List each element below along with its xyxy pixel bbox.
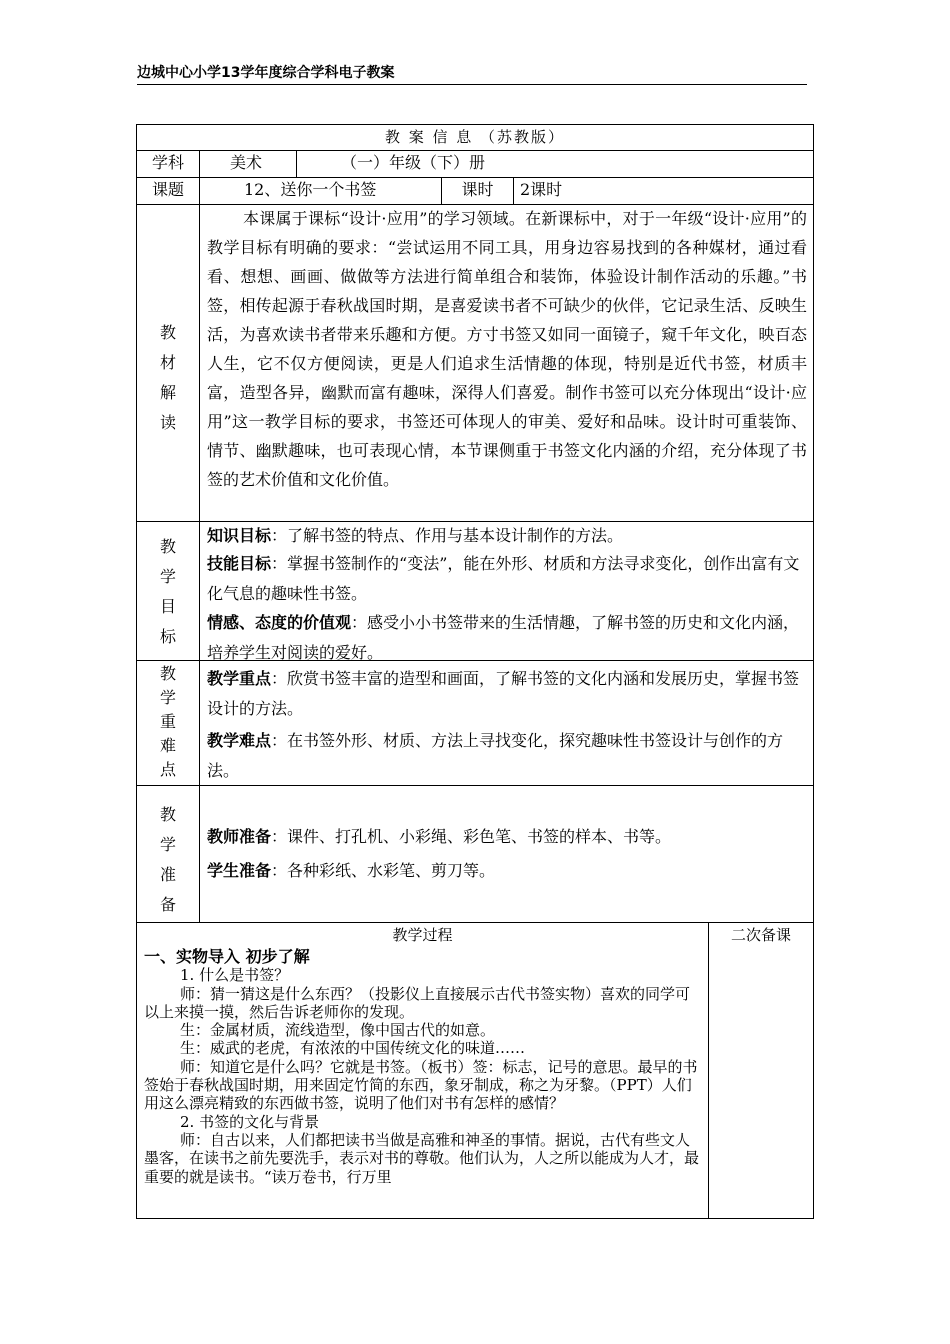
- process-paragraph: 师：知道它是什么吗？它就是书签。（板书）签：标志，记号的意思。最早的书签始于春秋战国时期，用来固定竹简的东西，象牙制成，称之为牙黎。（PPT）人们用这么漂亮精致的东西做书签，说明了他们对书有怎样的感情？: [144, 1057, 698, 1113]
- subject-value: 美术: [230, 153, 263, 172]
- knowledge-objective: 知识目标：了解书签的特点、作用与基本设计制作的方法。: [207, 526, 624, 545]
- process-paragraph: 1. 什么是书签？: [180, 966, 290, 985]
- teacher-preparation: 教师准备：课件、打孔机、小彩绳、彩色笔、书签的样本、书等。: [207, 827, 672, 846]
- key-point: 教学重点：欣赏书签丰富的造型和画面，了解书签的文化内涵和发展历史，掌握书签设计的方法。: [207, 669, 800, 718]
- emotion-objective: 情感、态度的价值观：感受小小书签带来的生活情趣，了解书签的历史和文化内涵，培养学生对阅读的爱好。: [207, 613, 800, 662]
- grade-value: （一）年级（下）册: [341, 153, 486, 172]
- process-paragraph: 师：猜一猜这是什么东西？（投影仪上直接展示古代书签实物）喜欢的同学可以上来摸一摸，然后告诉老师你的发现。: [144, 984, 691, 1021]
- objectives-label: 教 学 目 标: [159, 537, 176, 646]
- hours-value: 2课时: [520, 180, 563, 199]
- topic-label: 课题: [151, 180, 184, 199]
- difficult-point: 教学难点：在书签外形、材质、方法上寻找变化，探究趣味性书签设计与创作的方法。: [207, 731, 784, 780]
- textbook-text: 本课属于课标“设计·应用”的学习领域。在新课标中，对于一年级“设计·应用”的教学目标有明确的要求：“尝试运用不同工具，用身边容易找到的各种媒材，通过看看、想想、画画、做做等方法进行简单组合和装饰，体验设计制作活动的乐趣。”书签，相传起源于春秋战国时期，是喜爱读书者不可缺少的伙伴，它记录生活、反映生活，为喜欢读书者带来乐趣和方便。方寸书签又如同一面镜子，窥千年文化，映百态人生，它不仅方便阅读，更是人们追求生活情趣的体现，特别是近代书签，材质丰富，造型各异，幽默而富有趣味，深得人们喜爱。制作书签可以充分体现出“设计·应用”这一教学目标的要求，书签还可体现人的审美、爱好和品味。设计时可重装饰、情节、幽默趣味，也可表现心情，本节课侧重于书签文化内涵的介绍，充分体现了书签的艺术价值和文化价值。: [207, 209, 807, 489]
- textbook-label: 教 材 解 读: [159, 323, 176, 432]
- process-content: [144, 948, 700, 1186]
- student-preparation: 学生准备：各种彩纸、水彩笔、剪刀等。: [207, 861, 496, 880]
- header-rule: [137, 84, 807, 85]
- section-heading: 一、实物导入 初步了解: [144, 947, 310, 966]
- second-prep-header: 二次备课: [730, 926, 791, 944]
- topic-value: 12、送你一个书签: [244, 180, 377, 199]
- process-paragraph: 师：自古以来，人们都把读书当做是高雅和神圣的事情。据说，古代有些文人墨客，在读书之前先要洗手，表示对书的尊敬。他们认为，人之所以能成为人才，最重要的就是读书。“读万卷书，行万里: [144, 1130, 700, 1186]
- page-header: 边城中心小学13学年度综合学科电子教案: [137, 65, 395, 81]
- process-paragraph: 2. 书签的文化与背景: [180, 1112, 320, 1131]
- preparation-label: 教 学 准 备: [159, 805, 176, 914]
- keypoints-label: 教 学 重 难 点: [159, 664, 176, 779]
- skill-objective: 技能目标：掌握书签制作的“变法”，能在外形、材质和方法寻求变化，创作出富有文化气息的趣味性书签。: [207, 554, 800, 603]
- hours-label: 课时: [461, 180, 494, 199]
- process-paragraph: 生：金属材质，流线造型，像中国古代的如意。: [180, 1021, 496, 1040]
- process-paragraph: 生：威武的老虎，有浓浓的中国传统文化的味道……: [180, 1039, 526, 1058]
- subject-label: 学科: [151, 153, 184, 172]
- table-title: 教 案 信 息 （苏教版）: [384, 128, 566, 146]
- process-header: 教学过程: [392, 926, 453, 944]
